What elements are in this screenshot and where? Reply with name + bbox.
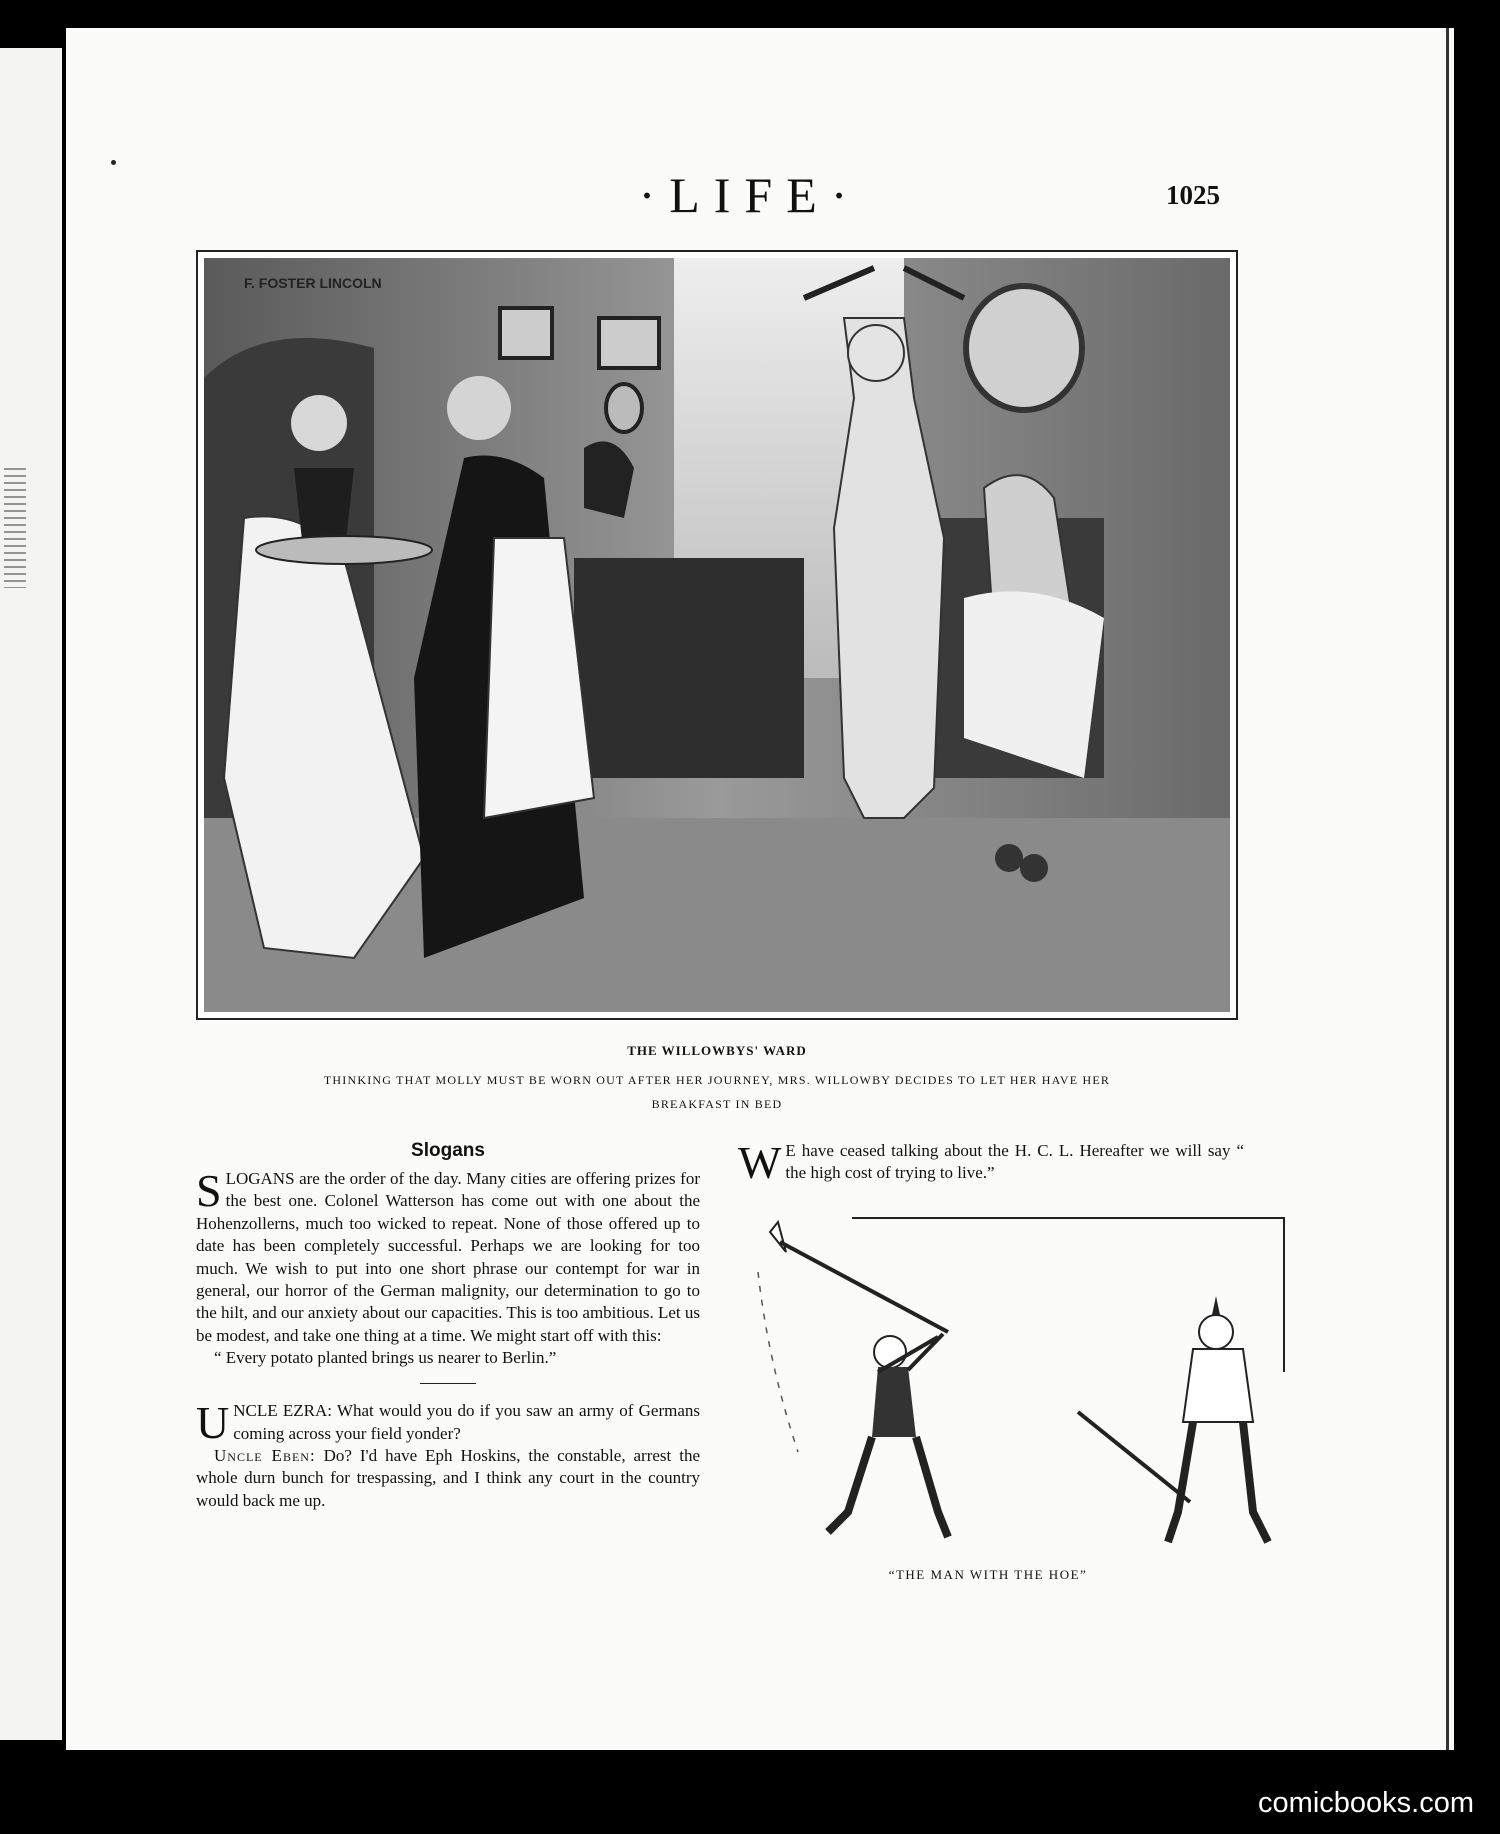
- illustration-caption-text: THINKING THAT MOLLY MUST BE WORN OUT AFTER HER JOURNEY, MRS. WILLOWBY DECIDES TO LET HER HAVE HER BREAKFAST IN BED: [323, 1073, 1111, 1111]
- page-number: 1025: [1166, 180, 1220, 210]
- left-column: [196, 1140, 700, 1512]
- uncle-eben-line: Do? I'd have Eph Hoskins, the constable, arrest the whole durn bunch for trespassing, and I think any court in the country would back me up.: [196, 1446, 700, 1510]
- uncle-ezra-line: What would you do if you saw an army of Germans coming across your field yonder?: [233, 1401, 700, 1443]
- page-title: ·LIFE·: [638, 167, 862, 223]
- uncle-ezra-dropcap: U: [196, 1397, 230, 1449]
- hcl-dropcap: W: [738, 1137, 782, 1188]
- uncle-eben-speaker: Uncle Eben:: [214, 1446, 316, 1466]
- site-watermark: comicbooks.com: [1258, 1787, 1474, 1819]
- slogans-quote: “ Every potato planted brings us nearer to Berlin.”: [214, 1348, 557, 1368]
- cartoon-caption: “THE MAN WITH THE HOE”: [888, 1567, 1088, 1582]
- illustration-caption-title: THE WILLOWBYS' WARD: [627, 1043, 807, 1058]
- right-column: [738, 1137, 1244, 1188]
- uncle-ezra-speaker: NCLE EZRA:: [233, 1401, 332, 1421]
- man-with-hoe-cartoon: [738, 1212, 1294, 1574]
- hcl-paragraph: [738, 1137, 1244, 1188]
- slogans-dropcap: S: [196, 1165, 222, 1216]
- slogans-paragraph: [196, 1165, 700, 1347]
- uncle-eben-paragraph: [196, 1445, 700, 1512]
- uncle-ezra-paragraph: [196, 1397, 700, 1449]
- section-divider: [420, 1383, 476, 1384]
- illustration-signature: F. FOSTER LINCOLN: [244, 275, 382, 291]
- illustration-art: [204, 258, 1230, 1012]
- cartoon-art: [738, 1212, 1294, 1574]
- bedroom-illustration: [196, 250, 1238, 1020]
- slogans-heading: Slogans: [411, 1140, 485, 1161]
- left-page-marks: [4, 468, 26, 588]
- page-spine-line: [1446, 28, 1449, 1750]
- ink-dot: [111, 160, 116, 165]
- hcl-text: E have ceased talking about the H. C. L. Hereafter we will say “ the high cost of trying to live.”: [785, 1141, 1244, 1183]
- left-page-edge: [0, 48, 62, 1740]
- slogans-body: LOGANS are the order of the day. Many cities are offering prizes for the best one. Colonel Watterson has come out with one about the Hohenzollerns, much too wicked to repeat. None of those offered up to date has been completely successful. Perhaps we are looking for too much. We wish to put into one short phrase our contempt for war in general, our horror of the German malignity, our determination to go to the hilt, and our anxiety about our capacities. This is too ambitious. Let us be modest, and take one thing at a time. We might start off with this:: [196, 1169, 700, 1345]
